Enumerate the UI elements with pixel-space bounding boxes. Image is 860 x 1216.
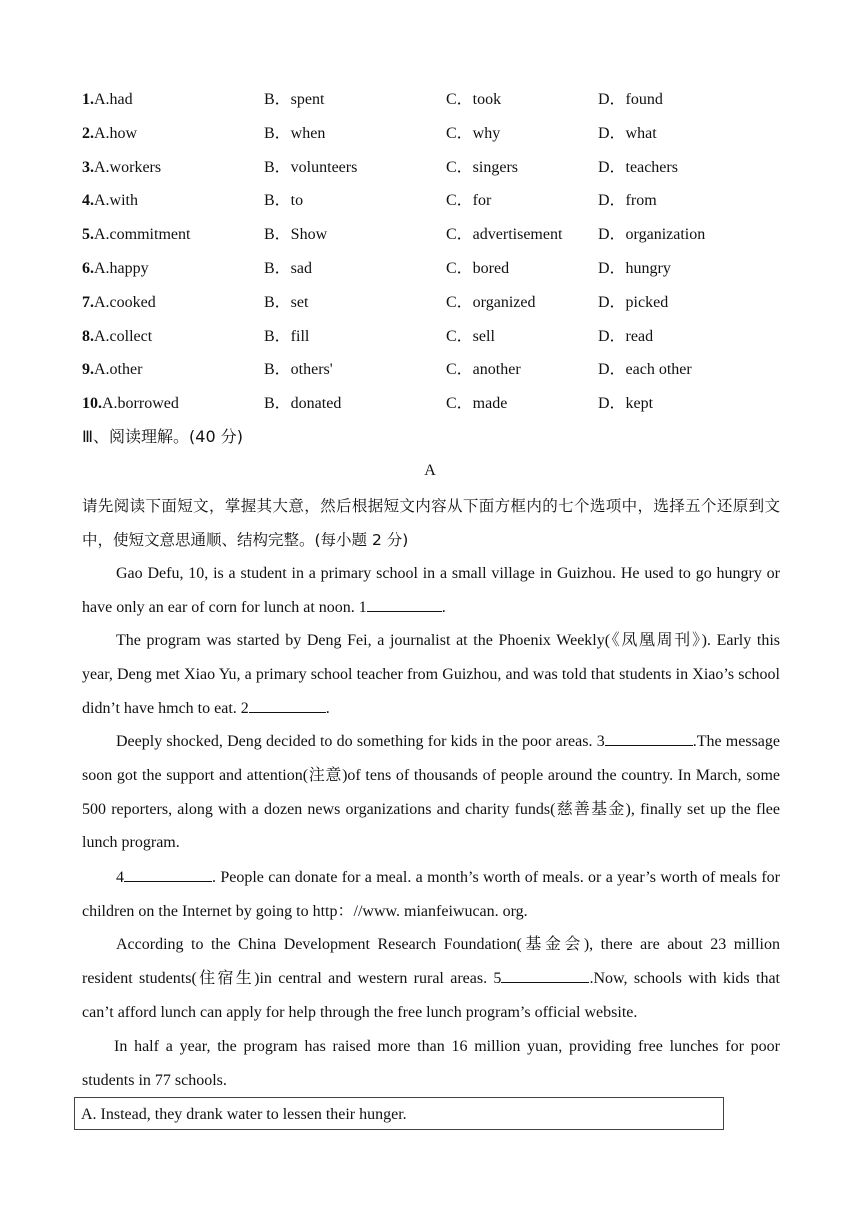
option-c-cell[interactable]: C．singers bbox=[446, 158, 519, 176]
option-a-text: A.had bbox=[94, 91, 133, 108]
option-a-cell[interactable] bbox=[82, 189, 138, 213]
option-c-cell[interactable]: C．for bbox=[446, 192, 492, 210]
option-a-cell[interactable] bbox=[82, 291, 156, 315]
paragraph-2-text: The program was started by Deng Fei, a journalist at the Phoenix Weekly(《凤凰周刊》). Early this year, Deng met Xiao Yu, a primary school teacher from Guizhou, and was told that students in Xiao’s school didn’t have hmch to eat. 2 bbox=[82, 632, 780, 717]
paragraph-2 bbox=[82, 624, 780, 725]
option-d-cell[interactable]: D．teachers bbox=[598, 158, 678, 176]
passage-label: A bbox=[424, 462, 436, 479]
option-c-cell[interactable]: C．made bbox=[446, 395, 508, 413]
paragraph-1 bbox=[82, 557, 780, 625]
paragraph-5-start: According to the China Development Research Foundation(基金会), there are about 23 million resident students(住宿生)in central and western rural areas. 5 bbox=[82, 936, 780, 987]
option-a-text: A.with bbox=[94, 192, 138, 210]
option-d-cell[interactable]: D．kept bbox=[598, 395, 654, 413]
option-b-cell[interactable]: B．others' bbox=[264, 361, 333, 379]
option-a-text: A.happy bbox=[94, 260, 149, 277]
option-d-cell[interactable]: D．found bbox=[598, 91, 663, 108]
option-c-cell[interactable]: C．organized bbox=[446, 293, 536, 311]
option-b-cell[interactable]: B．set bbox=[264, 293, 309, 311]
instructions: 请先阅读下面短文，掌握其大意，然后根据短文内容从下面方框内的七个选项中，选择五个还原到文中，使短文意思通顺、结构完整。(每小题 2 分) bbox=[82, 497, 780, 549]
option-a-text: A.how bbox=[94, 124, 138, 142]
blank-3[interactable] bbox=[605, 727, 693, 746]
option-a-cell[interactable] bbox=[82, 325, 152, 349]
option-b-cell[interactable]: B．fill bbox=[264, 327, 310, 345]
option-d-cell[interactable]: D．what bbox=[598, 124, 657, 142]
options-box bbox=[74, 1097, 724, 1130]
question-number: 4. bbox=[82, 192, 94, 210]
question-number: 1. bbox=[82, 91, 94, 108]
option-c-cell[interactable]: C．why bbox=[446, 124, 501, 142]
paragraph-2-end: . bbox=[325, 699, 330, 717]
section-title: Ⅲ、阅读理解。(40 分) bbox=[82, 427, 243, 446]
question-number: 7. bbox=[82, 293, 94, 311]
paragraph-5-rest: .Now, schools with kids that can’t afford lunch can apply for help through the free lunch program’s official website. bbox=[82, 969, 780, 1021]
option-a-cell[interactable] bbox=[82, 122, 137, 146]
option-d-cell[interactable]: D．picked bbox=[598, 293, 669, 311]
question-number: 8. bbox=[82, 327, 94, 345]
option-c-cell[interactable]: C．took bbox=[446, 91, 502, 108]
paragraph-3-start: Deeply shocked, Deng decided to do something for kids in the poor areas. 3 bbox=[116, 733, 605, 750]
paragraph-4-start: 4 bbox=[116, 869, 124, 886]
option-a-cell[interactable] bbox=[82, 156, 161, 180]
paragraph-4-rest: . People can donate for a meal. a month’s worth of meals. or a year’s worth of meals for children on the Internet by going to http：//www. mianfeiwucan. org. bbox=[82, 869, 780, 920]
option-a-cell[interactable] bbox=[82, 223, 190, 247]
question-number: 2. bbox=[82, 124, 94, 142]
option-a-text: A.collect bbox=[94, 327, 153, 345]
option-d-cell[interactable]: D．organization bbox=[598, 226, 706, 244]
blank-5[interactable] bbox=[501, 964, 589, 983]
question-number: 6. bbox=[82, 260, 94, 277]
option-b-cell[interactable]: B．when bbox=[264, 124, 326, 142]
paragraph-3 bbox=[82, 725, 780, 860]
question-number: 5. bbox=[82, 226, 94, 244]
option-a-text: A.commitment bbox=[94, 226, 191, 244]
option-d-cell[interactable]: D．from bbox=[598, 192, 657, 210]
blank-2[interactable] bbox=[249, 694, 326, 713]
option-b-cell[interactable]: B．volunteers bbox=[264, 158, 358, 176]
paragraph-3-rest: .The message soon got the support and attention(注意)of tens of thousands of people around the country. In March, some 500 reporters, along with a dozen news organizations and charity funds(慈善基金), finally set up the flee lunch program. bbox=[82, 733, 781, 852]
option-d-cell[interactable]: D．each other bbox=[598, 361, 692, 379]
paragraph-4 bbox=[82, 861, 780, 929]
option-d-cell[interactable]: D．hungry bbox=[598, 260, 671, 277]
option-a-cell[interactable] bbox=[82, 88, 133, 112]
option-b-cell[interactable]: B．spent bbox=[264, 91, 325, 108]
question-number: 3. bbox=[82, 158, 94, 176]
paragraph-6: In half a year, the program has raised more than 16 million yuan, providing free lunches for poor students in 77 schools. bbox=[82, 1038, 780, 1089]
option-c-cell[interactable]: C．bored bbox=[446, 260, 510, 277]
option-a: A. Instead, they drank water to lessen their hunger. bbox=[81, 1106, 407, 1123]
question-number: 10. bbox=[82, 395, 102, 413]
option-c-cell[interactable]: C．another bbox=[446, 361, 521, 379]
option-a-text: A.cooked bbox=[94, 293, 156, 311]
option-b-cell[interactable]: B．to bbox=[264, 192, 304, 210]
option-a-cell[interactable] bbox=[82, 358, 142, 382]
option-c-cell[interactable]: C．sell bbox=[446, 327, 495, 345]
option-a-text: A.other bbox=[94, 361, 143, 379]
paragraph-1-text: Gao Defu, 10, is a student in a primary school in a small village in Guizhou. He used to go hungry or have only an ear of corn for lunch at noon. 1 bbox=[82, 565, 780, 616]
paragraph-5 bbox=[82, 928, 780, 1029]
option-d-cell[interactable]: D．read bbox=[598, 327, 654, 345]
option-b-cell[interactable]: B．Show bbox=[264, 226, 328, 244]
option-c-cell[interactable]: C．advertisement bbox=[446, 226, 563, 244]
question-number: 9. bbox=[82, 361, 94, 379]
option-a-text: A.workers bbox=[94, 158, 162, 176]
option-b-cell[interactable]: B．sad bbox=[264, 260, 313, 277]
option-a-text: A.borrowed bbox=[102, 395, 179, 413]
option-b-cell[interactable]: B．donated bbox=[264, 395, 342, 413]
blank-1[interactable] bbox=[367, 593, 442, 612]
paragraph-1-end: . bbox=[441, 598, 446, 616]
blank-4[interactable] bbox=[124, 863, 212, 882]
option-a-cell[interactable] bbox=[82, 257, 149, 281]
option-a-cell[interactable] bbox=[82, 392, 179, 416]
